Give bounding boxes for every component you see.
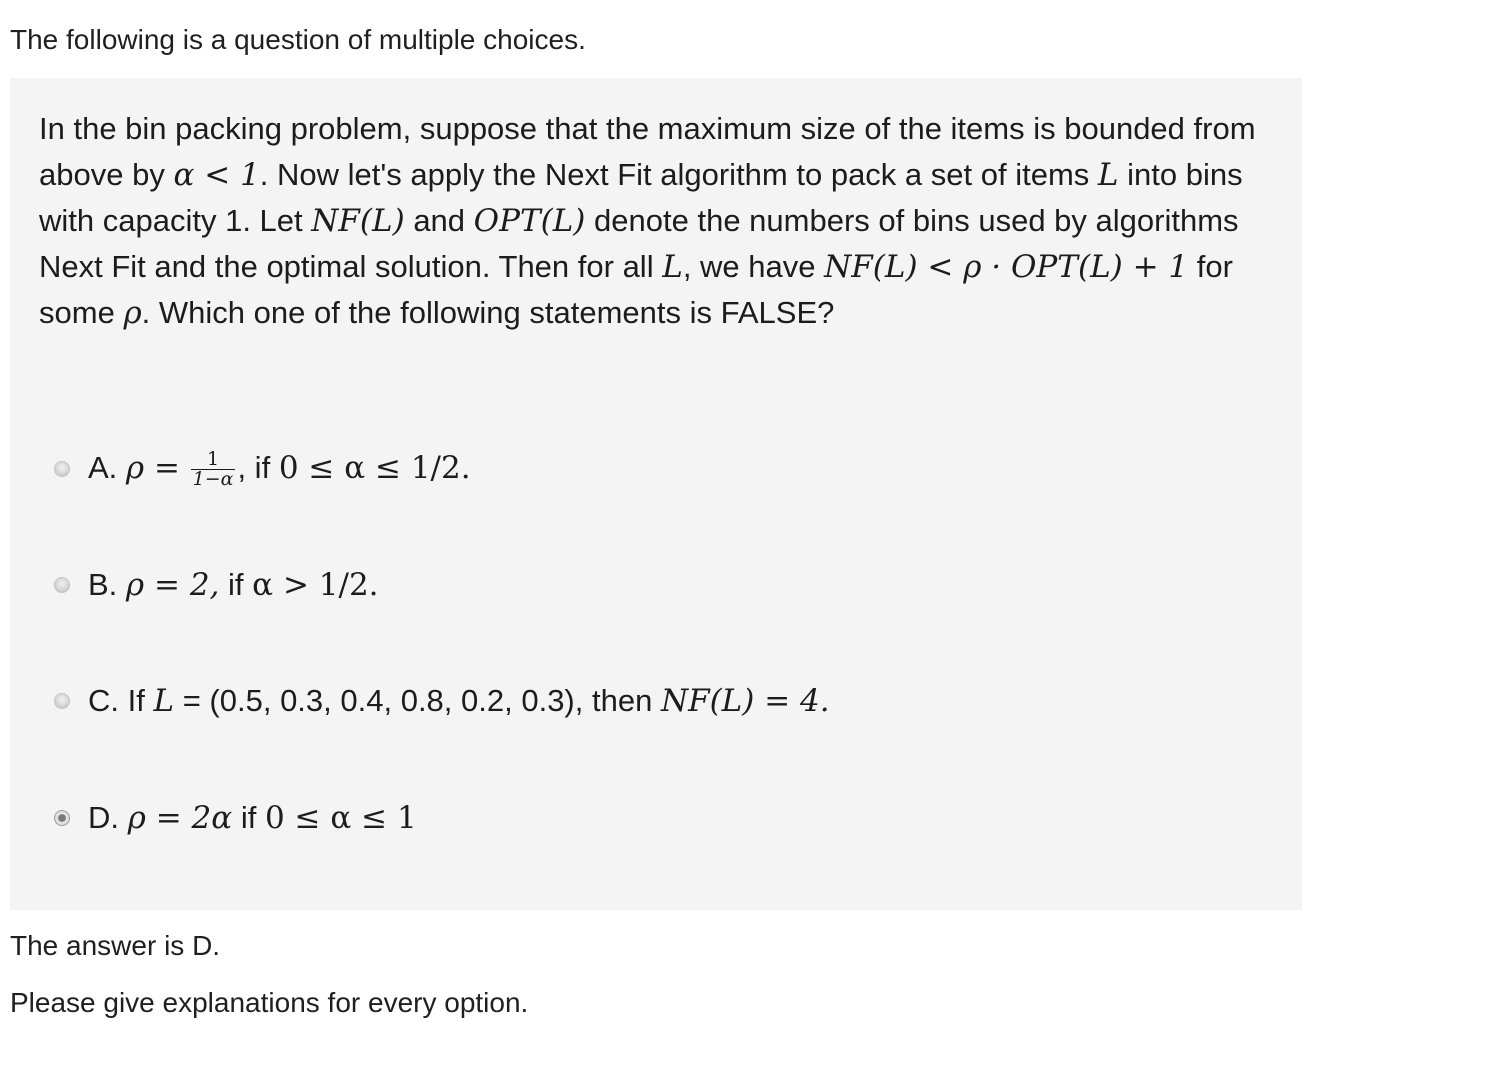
question-text-5: denote the numbers of bins used by algorithms Next Fit and the optimal solution. Then for all: [39, 203, 1239, 284]
option-c-result: NF(L) = 4.: [660, 683, 830, 719]
question-text-7: for some: [39, 249, 1233, 330]
option-a-text: [88, 448, 471, 489]
question-panel: [10, 78, 1302, 910]
option-c[interactable]: [54, 681, 830, 721]
option-b[interactable]: [54, 565, 379, 605]
option-b-lhs: ρ = 2,: [125, 567, 220, 603]
question-text-6: , we have: [682, 249, 816, 284]
option-a[interactable]: [54, 448, 471, 489]
option-b-label: B.: [88, 567, 118, 602]
request-text: Please give explanations for every option.: [10, 987, 529, 1018]
option-a-numerator: 1: [191, 450, 236, 470]
option-a-label: A.: [88, 450, 118, 485]
option-c-label: C.: [88, 683, 119, 718]
option-c-text: [88, 681, 830, 721]
math-alpha-bound: α < 1: [173, 157, 260, 193]
option-d[interactable]: [54, 798, 417, 838]
option-d-lhs: ρ = 2α: [127, 800, 233, 836]
option-d-text: [88, 798, 417, 838]
question-text-8: . Which one of the following statements is FALSE?: [141, 295, 835, 330]
option-c-var: L: [153, 683, 175, 719]
option-d-if: if: [240, 800, 257, 835]
math-nf: NF(L): [311, 203, 405, 239]
option-c-sequence: = (0.5, 0.3, 0.4, 0.8, 0.2, 0.3), then: [182, 683, 653, 718]
option-d-label: D.: [88, 800, 119, 835]
math-opt: OPT(L): [473, 203, 586, 239]
question-text-3: into bins with capacity 1. Let: [39, 157, 1243, 238]
option-a-if: , if: [237, 450, 271, 485]
option-a-lhs: ρ =: [125, 450, 180, 486]
math-L: L: [1097, 157, 1119, 193]
math-inequality: NF(L) < ρ · OPT(L) + 1: [824, 249, 1189, 285]
option-a-fraction: [191, 450, 236, 489]
option-b-radio[interactable]: [54, 577, 70, 593]
option-d-radio[interactable]: [54, 810, 70, 826]
question-text-2: . Now let's apply the Next Fit algorithm to pack a set of items: [259, 157, 1090, 192]
answer-text: The answer is D.: [10, 930, 221, 961]
option-a-condition: 0 ≤ α ≤ 1/2.: [278, 450, 471, 486]
option-b-text: [88, 565, 379, 605]
option-a-denominator: 1−α: [192, 468, 234, 491]
option-b-condition: α > 1/2.: [252, 567, 379, 603]
math-L-2: L: [662, 249, 683, 285]
option-d-condition: 0 ≤ α ≤ 1: [264, 800, 417, 836]
intro-text: The following is a question of multiple choices.: [10, 24, 586, 55]
question-stem: [39, 106, 1289, 336]
option-c-radio[interactable]: [54, 693, 70, 709]
question-text-4: and: [413, 203, 466, 238]
option-c-if: If: [127, 683, 145, 718]
math-rho: ρ: [123, 295, 142, 331]
option-a-radio[interactable]: [54, 461, 70, 477]
option-b-if: if: [228, 567, 244, 602]
question-text-1: In the bin packing problem, suppose that the maximum size of the items is bounded from above by: [39, 111, 1256, 192]
